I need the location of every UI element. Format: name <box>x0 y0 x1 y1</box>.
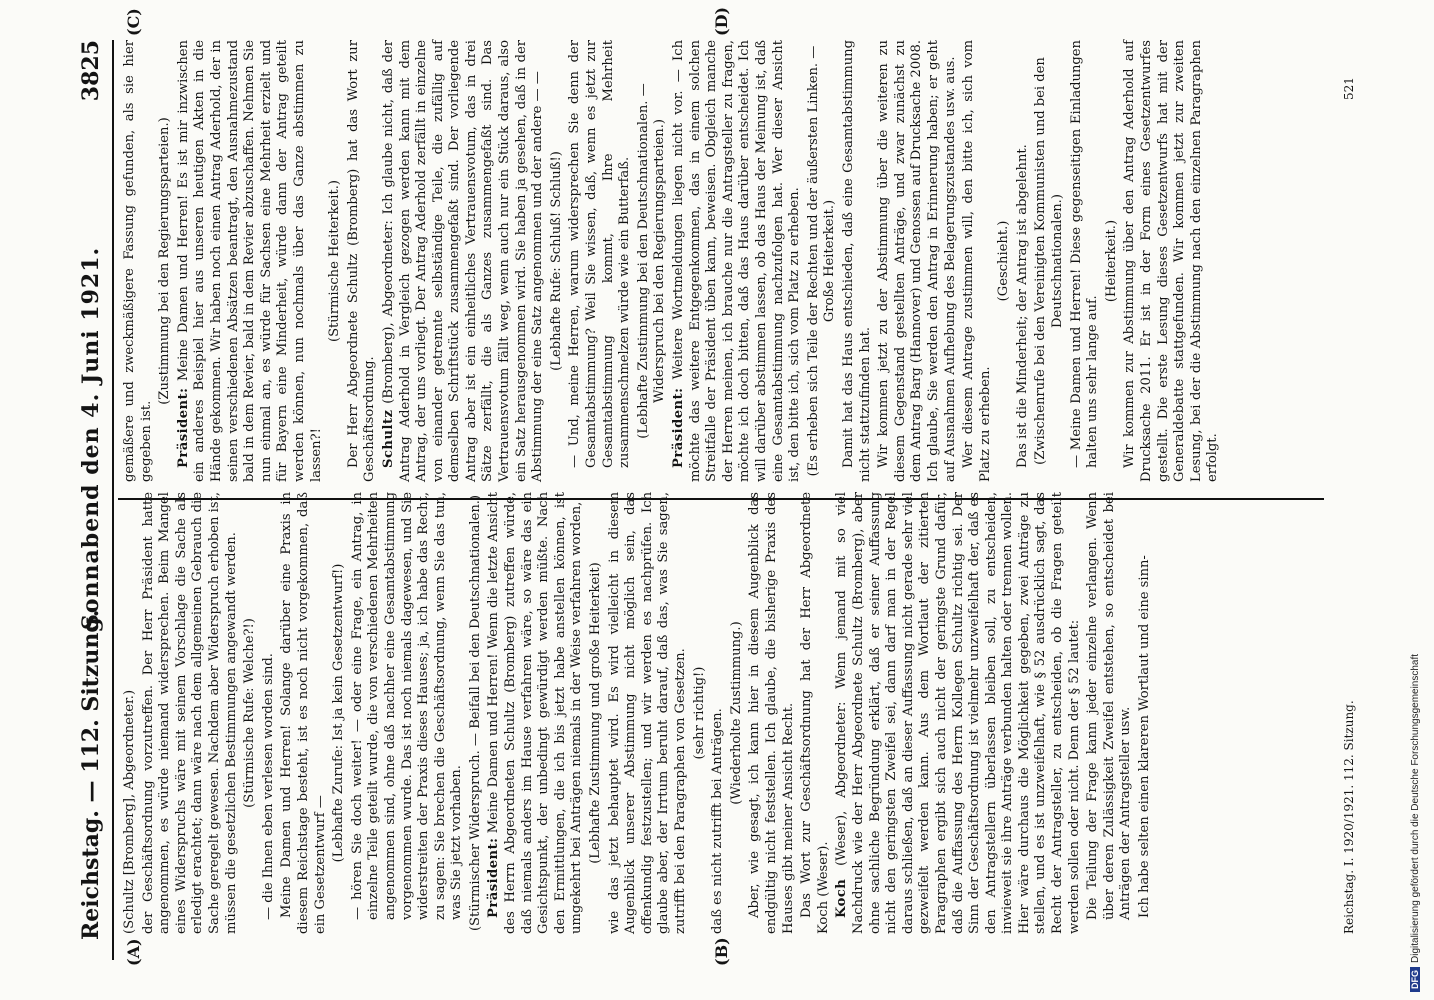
paragraph <box>1015 40 1032 482</box>
paragraph-text: (Lebhafte Zustimmung bei den Deutschnationalen. — Widerspruch bei den Regierungsparteien.) <box>635 83 668 439</box>
paragraph <box>1122 40 1222 482</box>
margin-mark-c: (C) <box>124 8 143 36</box>
paragraph-text: Das ist die Minderheit; der Antrag ist abgelehnt. <box>1014 144 1030 468</box>
paragraph-text: (Weser), Abgeordneter: Wenn jemand mit so viel Nachdruck wie der Herr Abgeordnete Schultz (Bromberg), aber ohne sachliche Begründung erklärt, daß er seiner Auffassung nicht den geringsten Zweifel sei, dann darf man in der Regel daraus schließen, daß an dieser Auffassung nicht gerade sehr viel gezweifelt werden kann. Aus dem Wortlaut der zitierten Paragraphen ergibt sich auch nicht der geringste Grund dafür, daß die Auffassung des Herrn Kollegen Schultz richtig sei. Der Sinn der Geschäftsordnung ist vielmehr unzweifelhaft der, daß es den Antragstellern überlassen bleiben soll, zu entscheiden, inwieweit sie ihre Anträge verbunden halten oder trennen wollen. Hier wäre durchaus die Möglichkeit gegeben, zwei Anträge zu stellen, und es ist unzweifelhaft, wie § 52 ausdrücklich sagt, das Recht der Antragsteller, zu entscheiden, ob die Fragen geteilt werden sollen oder nicht. Denn der § 52 lautet: <box>834 492 1082 934</box>
paragraph-text: (Stürmische Heiterkeit.) <box>327 179 343 343</box>
paragraph-text: gemäßere und zweckmäßigere Fassung gefunden, als sie hier gegeben ist. <box>122 40 154 482</box>
paragraph <box>996 40 1013 482</box>
header-rule <box>112 40 114 960</box>
speaker-name: Präsident: <box>175 387 191 468</box>
paragraph-text: Der Herr Abgeordnete Schultz (Bromberg) hat das Wort zur Geschäftsordnung. <box>345 40 378 482</box>
paragraph-text: (Lebhafte Zustimmung und große Heiterkeit) <box>588 562 604 864</box>
paragraph <box>841 40 874 482</box>
paragraph-text: (Geschieht.) <box>996 220 1012 302</box>
paragraph-text: — hören Sie doch weiter! — oder eine Frage, ein Antrag, in einzelne Teile geteilt wurde, die von verschiedenen Mehrheiten angenommen sind, ohne daß nachher eine Gesamtabstimmung vorgenommen wurde. Das ist noch niemals dagewesen, und Sie widerstreiten der Praxis dieses Hauses; ja, ich habe das Recht, zu sagen: Sie brechen die Geschäftsordnung, wenn Sie das tun, was Sie jetzt vorhaben. <box>349 492 465 920</box>
header-date: Sonnabend den 4. Juni 1921. <box>78 246 104 630</box>
paragraph <box>122 40 155 482</box>
paragraph <box>1137 492 1154 934</box>
speaker-name: Präsident: <box>671 387 686 468</box>
paragraph-text: (Es erheben sich Teile der Rechten und der äußersten Linken. — Große Heiterkeit.) <box>805 45 838 477</box>
margin-mark-d: (D) <box>712 6 731 36</box>
paragraph <box>242 492 259 934</box>
paragraph <box>799 492 832 934</box>
paragraph-text: Meine Damen und Herren! Solange darüber eine Praxis in diesem Reichstage besteht, ist es noch nicht vorgekommen, daß ein Gesetzentwurf — <box>279 492 328 934</box>
paragraph <box>588 492 605 934</box>
paragraph <box>692 492 709 934</box>
paragraph <box>961 40 994 482</box>
paragraph <box>279 492 329 934</box>
paragraph <box>549 40 566 482</box>
left-text-column <box>122 492 1322 934</box>
margin-mark-b: (B) <box>712 937 731 966</box>
footer-page: 521 <box>1342 77 1356 100</box>
margin-mark-a: (A) <box>124 938 143 966</box>
paragraph-text: Weitere Wortmeldungen liegen nicht vor. — Ich möchte das weitere Entgegenkommen, das in einem solchen Streitfalle der Präsident üben kann, beweisen. Obgleich manche der Herren meinen, ich brauche nur die Antragsteller zu fragen, möchte ich doch bitten, daß das Haus darüber entscheidet. Ich will darüber abstimmen lassen, ob das Haus der Meinung ist, daß eine Gesamtabstimmung nachzufolgen hat. Wer dieser Ansicht ist, den bitte ich, sich vom Platz zu erheben. <box>671 40 803 482</box>
paragraph <box>468 492 485 934</box>
paragraph-text: — Meine Damen und Herren! Diese gegenseitigen Einladungen halten uns sehr lange auf. <box>1068 40 1101 468</box>
paragraph <box>567 40 633 482</box>
paragraph <box>747 492 797 934</box>
document-sheet <box>72 6 1372 966</box>
speaker-name: Koch <box>834 878 850 918</box>
paragraph <box>607 492 690 934</box>
paragraph-text: (Schultz [Bromberg], Abgeordneter.) <box>122 689 137 934</box>
paragraph-text: — Und, meine Herren, warum widersprechen Sie denn der Gesamtabstimmung? Weil Sie wissen, daß, wenn es jetzt zur Gesamtabstimmung kommt, Ihre Mehrheit zusammenschmelzen würde wie ein Butterfaß. <box>567 40 633 468</box>
speaker-name: Präsident: <box>486 837 502 918</box>
paragraph <box>350 492 466 934</box>
dfg-logo: DFG <box>1410 967 1420 992</box>
paragraph <box>876 40 959 482</box>
paragraph-text: (Lebhafte Zurufe: Ist ja kein Gesetzentwurf!) <box>331 563 347 863</box>
paragraph <box>381 40 547 482</box>
paragraph <box>346 40 379 482</box>
paragraph <box>834 492 1083 934</box>
paragraph-text: (Wiederholte Zustimmung.) <box>728 621 744 805</box>
paragraph-text: (Stürmischer Widerspruch. — Beifall bei den Deutschnationalen.) <box>467 494 483 932</box>
paragraph-text: Wir kommen jetzt zu der Abstimmung über die weiteren zu diesem Gegenstand gestellten Anträge, und zwar zunächst zu dem Antrag Barg (Hannover) und Genossen auf Drucksache 2008. Ich glaube, Sie werden den Antrag in Erinnerung haben; er geht auf Ausnahmen Aufhebung des Belagerungszustandes usw. aus. <box>876 40 958 482</box>
page-number: 3825 <box>78 40 104 102</box>
paragraph <box>157 40 174 482</box>
paragraph <box>1069 40 1102 482</box>
page-header <box>72 40 112 960</box>
paragraph <box>141 492 241 934</box>
paragraph-text: (Stürmische Rufe: Welche?!) <box>242 618 258 808</box>
funding-note <box>1410 654 1421 992</box>
paragraph <box>636 40 669 482</box>
paragraph-text: (Lebhafte Rufe: Schluß! Schluß!) <box>548 151 564 371</box>
paragraph <box>486 492 586 934</box>
paragraph-text: (Heiterkeit.) <box>1103 219 1119 303</box>
paragraph <box>710 492 727 934</box>
funding-text: Digitalisierung gefördert durch die Deutsche Forschungsgemeinschaft <box>1410 653 1421 963</box>
paragraph-text: Wir kommen zur Abstimmung über den Antrag Aderhold auf Drucksache 2011. Er ist in der Form eines Gesetzentwurfes gestellt. Die erste Lesung dieses Gesetzentwurfs hat mit der Generaldebatte stattgefunden. Wir kommen jetzt zur zweiten Lesung, bei der die Abstimmung nach den einzelnen Paragraphen erfolgt. <box>1122 40 1221 482</box>
paragraph-text: (Zwischenrufe bei den Vereinigten Kommunisten und bei den Deutschnationalen.) <box>1033 57 1066 465</box>
paragraph-text: Ich habe selten einen klareren Wortlaut und eine sinn- <box>1137 555 1153 918</box>
paragraph <box>671 40 804 482</box>
paragraph <box>122 492 139 934</box>
paragraph-text: der Geschäftsordnung vorzutreffen. Der Herr Präsident hatte angenommen, es würde niemand widersprechen. Beim Mangel eines Widerspruchs wäre mit seinem Vorschlage die Sache als erledigt erachtet; dann wäre nach dem allgemeinen Gebrauch die Sache geregelt gewesen. Nachdem aber Widerspruch erhoben ist, müssen die gesetzlichen Bestimmungen angewandt werden. <box>140 492 239 934</box>
paragraph-text: Damit hat das Haus entschieden, daß eine Gesamtabstimmung nicht stattzufinden hat. <box>840 40 873 482</box>
paragraph <box>1104 40 1121 482</box>
speaker-name: Schultz <box>380 409 396 468</box>
paragraph-text: Aber, wie gesagt, ich kann hier in diesem Augenblick das endgültig nicht feststellen. Ich glaube, die bisherige Praxis des Hauses gibt meiner Ansicht Recht. <box>747 492 796 934</box>
paragraph <box>327 40 344 482</box>
paragraph-text: (sehr richtig!) <box>691 666 707 760</box>
paragraph-text: Meine Damen und Herren! Es ist mir inzwischen ein anderes Beispiel hier aus unseren heutigen Akten in die Hände gekommen. Wir haben noch einen Antrag Aderhold, der in seinen verschiedenen Absätzen beantragt, den Ausnahmezustand bald in dem Revier, bald in dem Revier abzuschaffen. Nehmen Sie nun einmal an, es würde für Sachsen eine Mehrheit erzielt und für Bayern eine Minderheit, würde dann der Antrag geteilt werden können, nun nochmals über das Ganze abstimmen zu lassen?! <box>175 40 324 482</box>
paragraph-text: daß es nicht zutrifft bei Anträgen. <box>710 708 726 934</box>
footer-left: Reichstag. I. 1920/1921. 112. Sitzung. <box>1342 700 1356 934</box>
paragraph-text: Wer diesem Antrage zustimmen will, den bitte ich, sich vom Platz zu erheben. <box>961 40 993 482</box>
paragraph <box>729 492 746 934</box>
paragraph <box>1085 492 1135 934</box>
paragraph-text: Meine Damen und Herren! Wenn die letzte Ansicht des Herrn Abgeordneten Schultz (Bromberg) zutreffen würde, daß niemals anders im Hause verfahren wäre, so wäre das ein Gesichtspunkt, der unbedingt gewürdigt werden müßte. Nach den Ermittlungen, die ich bis jetzt habe anstellen können, ist umgekehrt bei Anträgen niemals in der Weise verfahren worden, <box>486 492 585 934</box>
paragraph-text: — die Ihnen eben verlesen worden sind. <box>260 653 276 920</box>
paragraph-text: (Zustimmung bei den Regierungsparteien.) <box>157 117 173 405</box>
paragraph-text: Die Teilung der Frage kann jeder einzelne verlangen. Wenn über deren Zulässigkeit Zweifel entstehen, so entscheidet bei Anträgen der Antragsteller usw. <box>1085 492 1134 920</box>
paragraph <box>331 492 348 934</box>
paragraph-text: Das Wort zur Geschäftsordnung hat der Herr Abgeordnete Koch (Weser). <box>799 492 831 934</box>
paragraph-text: (Bromberg), Abgeordneter: Ich glaube nicht, daß der Antrag Aderhold in Vergleich gezogen werden kann mit dem Antrag, der uns vorliegt. Der Antrag Aderhold zerfällt in einzelne von einander getrennte selbständige Teile, die zufällig auf demselben Schriftstück zusammengefaßt sind. Der vorliegende Antrag aber ist ein einheitliches Vertrauensvotum, das in drei Sätze zerfällt, die als Ganzes zusammengefaßt sind. Das Vertrauensvotum fällt weg, wenn auch nur ein Stück daraus, also ein Satz herausgenommen wird. Sie haben ja gesehen, daß in der Abstimmung der eine Satz angenommen und der andere — — <box>380 40 546 482</box>
paragraph <box>176 40 325 482</box>
header-left: Reichstag. — 112. Sitzung. <box>78 609 104 940</box>
paragraph <box>261 492 278 934</box>
paragraph <box>806 40 839 482</box>
paragraph <box>1033 40 1066 482</box>
paragraph-text: wie das jetzt behauptet wird. Es wird vielleicht in diesem Augenblick unserer Abstimmung nicht möglich sein, das offenkundig festzustellen; und wir werden es nachprüfen. Ich glaube aber, der Irrtum beruht darauf, daß das, was Sie sagen, zutrifft bei den Paragraphen von Gesetzen. <box>606 492 688 934</box>
right-text-column <box>122 40 1322 482</box>
